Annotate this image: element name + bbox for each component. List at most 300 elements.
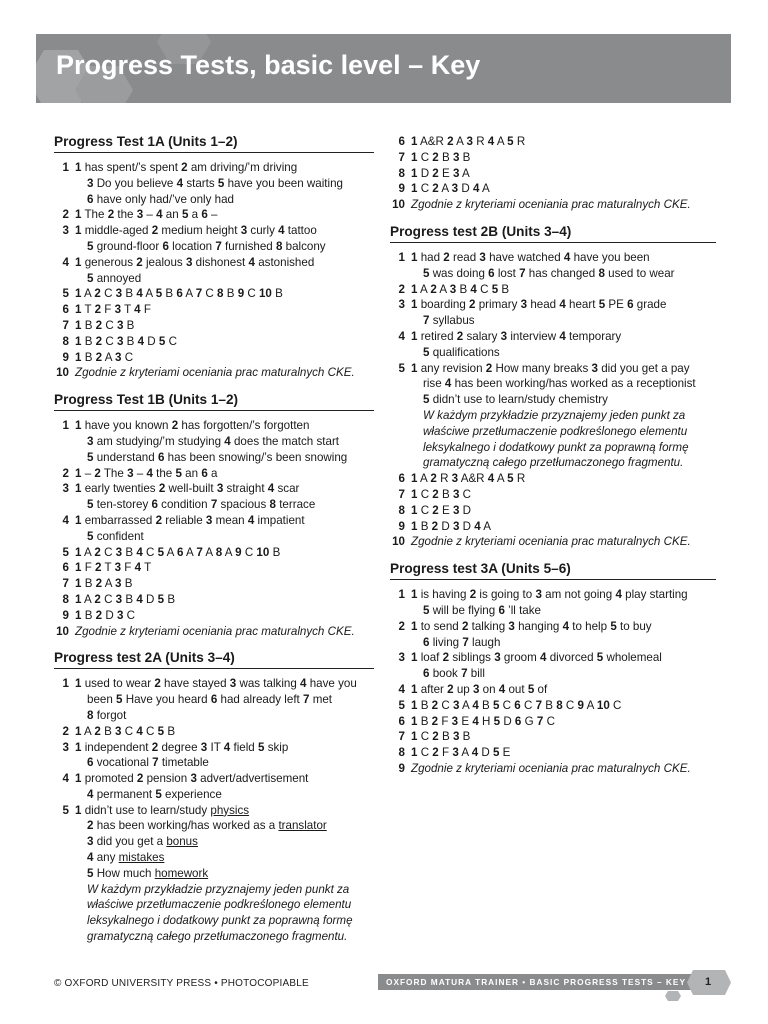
answer: [453, 520, 471, 533]
answer-text: has spent/’s spent: [84, 161, 178, 174]
answer-line: [75, 318, 374, 334]
answer-number: 1: [75, 513, 82, 527]
answer-text: A: [166, 545, 174, 559]
answer-number: 4: [156, 208, 163, 222]
exercise-number: 10: [56, 366, 69, 380]
answer-text: A: [104, 577, 112, 591]
answer-line: [411, 761, 716, 777]
answer-text: did you get a: [96, 835, 164, 849]
answer-number: 2: [151, 740, 159, 754]
exercise-number: 6: [398, 472, 405, 486]
answer-number: 5: [157, 592, 165, 606]
answer-text: B: [420, 714, 429, 728]
answer-line: [411, 197, 716, 213]
answer-text: E: [441, 503, 450, 517]
answer: [75, 625, 355, 638]
answer: [432, 167, 449, 180]
answer-text: How much: [96, 866, 152, 880]
answer-text: T: [124, 303, 131, 317]
left-column: [54, 134, 374, 956]
answer-text: independent: [84, 740, 149, 754]
answer-text: ten-storey: [96, 498, 149, 512]
answer-number: 7: [195, 287, 203, 301]
answer: [87, 193, 234, 206]
answer-text: starts: [186, 176, 215, 190]
answer: [423, 346, 500, 359]
answer-line: [75, 929, 374, 945]
exercise-4: [54, 513, 374, 545]
answer: [453, 167, 470, 180]
answer: [87, 819, 327, 832]
answer-number: 1: [75, 208, 82, 222]
answer: [152, 224, 238, 237]
exercise-9: [390, 519, 716, 535]
exercise-answers: [75, 481, 374, 513]
answer-line: [75, 466, 374, 482]
answer-text: field: [233, 740, 255, 754]
answer-number: 4: [487, 472, 495, 486]
answer-number: 5: [175, 466, 182, 480]
answer: [127, 467, 143, 480]
answer-text: to send: [420, 619, 459, 633]
answer: [75, 351, 92, 364]
exercise-answers: [411, 714, 716, 730]
answer-line: [75, 450, 374, 466]
exercise-1: [390, 250, 716, 282]
answer-text: A: [441, 182, 449, 196]
answer-text: C: [247, 287, 256, 301]
answer-line: [75, 418, 374, 434]
answer-text: rise: [423, 377, 442, 391]
answer-number: 2: [94, 724, 101, 738]
exercise-answers: [411, 282, 716, 298]
answer-text: W każdym przykładzie przyznajemy jeden punkt za: [423, 408, 686, 422]
answer-text: had already left: [220, 693, 300, 707]
answer-line: [411, 181, 716, 197]
exercise-number: 5: [62, 545, 69, 559]
answer-number: 1: [411, 519, 418, 533]
answer-number: 2: [171, 419, 179, 433]
answer-text: C: [565, 698, 575, 712]
answer-number: 5: [87, 498, 94, 512]
answer: [432, 520, 450, 533]
answer-number: 5: [87, 271, 94, 285]
answer-number: 3: [115, 545, 123, 559]
answer-text: A: [84, 592, 92, 606]
answer-text: B: [125, 545, 134, 559]
answer-number: 5: [492, 746, 500, 760]
answer-text: C: [105, 334, 114, 348]
answer-text: annoyed: [96, 271, 142, 285]
answer-number: 4: [278, 224, 285, 238]
answer-text: D: [503, 714, 512, 728]
answer-number: 2: [107, 208, 115, 222]
answer-number: 2: [432, 150, 439, 164]
answer: [411, 151, 429, 164]
answer-text: the: [156, 466, 173, 480]
answer: [211, 693, 300, 706]
answer: [155, 788, 221, 801]
answer: [411, 651, 439, 664]
answer-text: B: [501, 282, 510, 296]
answer-number: 1: [75, 161, 82, 174]
answer-text: F: [124, 561, 132, 575]
exercise-answers: [75, 513, 374, 545]
answer: [87, 883, 349, 896]
answer-number: 1: [75, 287, 82, 301]
page-title: Progress Tests, basic level – Key: [56, 50, 481, 80]
answer: [152, 741, 198, 754]
answer-number: 1: [411, 282, 418, 296]
answer-number: 1: [75, 608, 82, 622]
exercise-number: 9: [62, 608, 69, 622]
answer-text: C: [420, 730, 430, 744]
answer-number: 5: [258, 740, 265, 754]
answer-number: 2: [94, 287, 101, 301]
exercise-number: 8: [62, 592, 69, 606]
answer: [177, 177, 215, 190]
answer-number: 3: [500, 329, 508, 343]
answer: [432, 504, 449, 517]
answer: [75, 319, 92, 332]
answer-number: 3: [116, 334, 124, 348]
answer-line: [75, 608, 374, 624]
answer-number: 3: [494, 651, 501, 665]
answer-text: Zgodnie z kryteriami oceniania prac maturalnych CKE.: [411, 761, 691, 775]
answer: [474, 520, 491, 533]
answer-number: 6: [151, 498, 158, 512]
exercise-number: 7: [398, 730, 405, 744]
answer-number: 4: [146, 466, 153, 480]
answer-text: B: [84, 350, 93, 364]
answer: [117, 335, 134, 348]
exercise-number: 9: [62, 350, 69, 364]
answer: [134, 303, 151, 316]
exercise-answers: [411, 519, 716, 535]
answer: [411, 535, 691, 548]
answer-number: 1: [75, 318, 82, 332]
answer-number: 4: [176, 176, 184, 190]
answer-number: 4: [300, 677, 307, 691]
exercise-7: [390, 150, 716, 166]
answer-text: groom: [503, 651, 537, 665]
exercise-number: 9: [398, 761, 405, 775]
answer-line: [75, 513, 374, 529]
answer-number: 1: [411, 329, 418, 343]
answer: [87, 693, 113, 706]
answer-text: gramatyczną całego przetłumaczonego fragmentu.: [87, 930, 348, 944]
exercise-number: 2: [62, 466, 69, 480]
answer-text: an: [165, 208, 179, 222]
answer: [217, 482, 265, 495]
exercise-answers: [75, 803, 374, 945]
exercise-answers: [75, 576, 374, 592]
answer-text: C: [124, 350, 134, 364]
answer-line: [75, 176, 374, 192]
answer-line: [75, 850, 374, 866]
answer-number: 4: [498, 682, 506, 696]
answer-text: A: [420, 472, 428, 486]
exercise-number: 2: [398, 282, 405, 296]
answer-text: Zgodnie z kryteriami oceniania prac maturalnych CKE.: [75, 366, 355, 380]
answer-number: 6: [162, 239, 169, 253]
answer: [411, 620, 459, 633]
answer: [156, 514, 203, 527]
answer: [177, 546, 193, 559]
answer: [241, 224, 275, 237]
answer: [75, 366, 355, 379]
answer-number: 3: [472, 682, 480, 696]
answer-text: is going to: [479, 588, 533, 602]
answer-number: 8: [215, 545, 223, 559]
exercise-9: [390, 181, 716, 197]
answer-number: 2: [136, 772, 144, 786]
answer-number: 4: [474, 519, 481, 533]
answer: [75, 546, 91, 559]
answer: [470, 588, 533, 601]
exercise-answers: [411, 619, 716, 651]
answer: [154, 677, 226, 690]
answer-number: 5: [596, 651, 604, 665]
answer: [423, 604, 495, 617]
answer: [411, 520, 428, 533]
answer-line: [411, 455, 716, 471]
answer: [508, 620, 559, 633]
answer-number: 5: [181, 208, 189, 222]
answer-number: 4: [487, 135, 495, 148]
answer-number: 3: [115, 287, 123, 301]
answer-text: A: [224, 545, 232, 559]
section-title: Progress test 2B (Units 3–4): [390, 224, 716, 243]
answer-text: didn’t use to learn/study chemistry: [432, 393, 608, 407]
answer: [452, 746, 468, 759]
answer-number: 1: [75, 592, 82, 606]
answer: [443, 251, 476, 264]
answer-number: 2: [151, 224, 159, 238]
answer-line: [411, 313, 716, 329]
answer-text: jealous: [145, 255, 183, 269]
answer-number: 3: [116, 318, 124, 332]
answer-text: condition: [161, 498, 208, 512]
answer: [452, 472, 485, 485]
answer-number: 1: [75, 419, 82, 433]
answer-line: [411, 666, 716, 682]
answer: [156, 287, 173, 300]
exercise-6: [390, 134, 716, 150]
answer: [201, 208, 217, 221]
answer-text: A: [439, 282, 447, 296]
answer-number: 3: [452, 519, 460, 533]
answer-line: [75, 592, 374, 608]
answer-text: D: [147, 334, 156, 348]
answer: [146, 467, 172, 480]
answer: [94, 546, 112, 559]
answer-number: 10: [596, 698, 610, 712]
answer-text: R: [516, 472, 526, 486]
answer-text: to buy: [620, 619, 652, 633]
answer-text: bill: [470, 667, 485, 681]
answer-text: B: [441, 730, 450, 744]
answer: [182, 208, 198, 221]
answer-text: B: [104, 724, 112, 738]
answer-number: 1: [411, 746, 418, 760]
exercise-number: 3: [398, 298, 405, 312]
answer-text: is having: [420, 588, 467, 602]
answer-text: C: [244, 545, 254, 559]
section-continued: [390, 134, 716, 213]
answer-number: 8: [556, 698, 563, 712]
answer: [450, 283, 467, 296]
answer-line: [75, 192, 374, 208]
exercise-answers: [75, 676, 374, 723]
answer-number: 1: [75, 466, 82, 480]
answer-line: [411, 392, 716, 408]
section-title: Progress Test 1B (Units 1–2): [54, 392, 374, 411]
answer: [411, 167, 429, 180]
answer: [494, 651, 537, 664]
exercise-answers: [75, 334, 374, 350]
answer: [564, 251, 650, 264]
answer: [136, 546, 154, 559]
title-banner: [36, 34, 731, 103]
answer-number: 8: [598, 266, 605, 280]
answer: [116, 546, 133, 559]
answer: [94, 287, 112, 300]
answer-number: 2: [136, 255, 143, 269]
answer-text: C: [420, 150, 430, 164]
answer-number: 6: [157, 450, 165, 464]
exercise-answers: [75, 223, 374, 255]
answer: [411, 762, 691, 775]
answer: [75, 725, 91, 738]
answer-text: B: [272, 545, 281, 559]
answer-text: C: [420, 182, 430, 196]
answer-number: 4: [136, 724, 143, 738]
exercise-number: 8: [62, 334, 69, 348]
exercise-8: [54, 334, 374, 350]
answer-text: C: [441, 698, 450, 712]
answer-number: 1: [411, 619, 418, 633]
answer: [627, 298, 666, 311]
answer-number: 7: [536, 714, 544, 728]
answer-text: have watched: [489, 250, 561, 264]
answer: [75, 335, 92, 348]
answer-text: heart: [569, 298, 596, 312]
answer: [597, 699, 622, 712]
answer: [467, 135, 485, 148]
answer-number: 1: [411, 651, 418, 665]
answer-number: 6: [201, 208, 208, 222]
answer: [75, 514, 152, 527]
answer-text: of: [537, 682, 548, 696]
answer-text: B: [441, 487, 450, 501]
exercise-10: [54, 624, 374, 640]
exercise-6: [54, 560, 374, 576]
answer: [158, 725, 175, 738]
answer: [411, 683, 444, 696]
answer-text: early twenties: [84, 482, 156, 496]
answer-number: 3: [452, 503, 460, 517]
answer-text: leksykalnego i dodatkowy punkt za poprawną formę: [87, 914, 353, 928]
answer-text: R: [516, 135, 526, 148]
exercise-number: 4: [62, 255, 69, 269]
answer: [96, 577, 112, 590]
exercise-number: 8: [398, 503, 405, 517]
answer-text: D: [146, 592, 155, 606]
answer-number: 4: [137, 334, 145, 348]
exercise-5: [390, 361, 716, 472]
answer: [469, 298, 517, 311]
answer-number: 2: [95, 561, 102, 575]
answer-text: F: [441, 714, 449, 728]
answer-number: 2: [432, 503, 439, 517]
answer-text: –: [84, 466, 92, 480]
exercise-2: [390, 282, 716, 298]
answer-text: A: [186, 545, 194, 559]
answer-text: spacious: [220, 498, 267, 512]
exercise-number: 10: [56, 624, 69, 638]
exercise-7: [54, 576, 374, 592]
exercise-answers: [411, 181, 716, 197]
answer-number: 1: [411, 588, 418, 602]
answer-text: scar: [277, 482, 300, 496]
answer-line: [75, 239, 374, 255]
exercise-answers: [411, 166, 716, 182]
answer: [172, 419, 310, 432]
answer: [278, 224, 317, 237]
answer-text: F: [143, 303, 151, 317]
answer-number: 2: [155, 513, 163, 527]
exercise-3: [390, 297, 716, 329]
exercise-10: [390, 197, 716, 213]
answer: [515, 715, 534, 728]
answer: [462, 636, 500, 649]
exercise-3: [54, 740, 374, 772]
answer: [535, 588, 612, 601]
answer: [152, 756, 209, 769]
answer-text: balcony: [285, 239, 326, 253]
answer: [615, 588, 687, 601]
answer: [75, 561, 92, 574]
section-title: Progress test 3A (Units 5–6): [390, 561, 716, 580]
answer-text: B: [84, 318, 93, 332]
answer: [256, 546, 280, 559]
answer-number: 9: [237, 287, 245, 301]
answer: [453, 151, 470, 164]
exercise-7: [390, 487, 716, 503]
answer-text: A: [84, 724, 92, 738]
answer: [159, 335, 177, 348]
answer: [206, 514, 245, 527]
answer: [96, 351, 112, 364]
answer-text: degree: [161, 740, 198, 754]
answer-text: E: [502, 746, 511, 760]
exercise-answers: [411, 250, 716, 282]
answer: [75, 804, 249, 817]
answer-number: 3: [449, 282, 457, 296]
answer-text: Zgodnie z kryteriami oceniania prac maturalnych CKE.: [411, 198, 691, 212]
answer-number: 1: [75, 772, 82, 786]
answer: [472, 699, 489, 712]
answer-text: właściwe przetłumaczenie podkreślonego elementu: [423, 424, 688, 438]
answer: [158, 451, 347, 464]
answer: [499, 683, 525, 696]
answer-text: any revision: [420, 361, 483, 375]
exercise-number: 2: [62, 724, 69, 738]
answer: [423, 441, 689, 454]
answer-text: A: [586, 698, 594, 712]
answer: [259, 287, 283, 300]
